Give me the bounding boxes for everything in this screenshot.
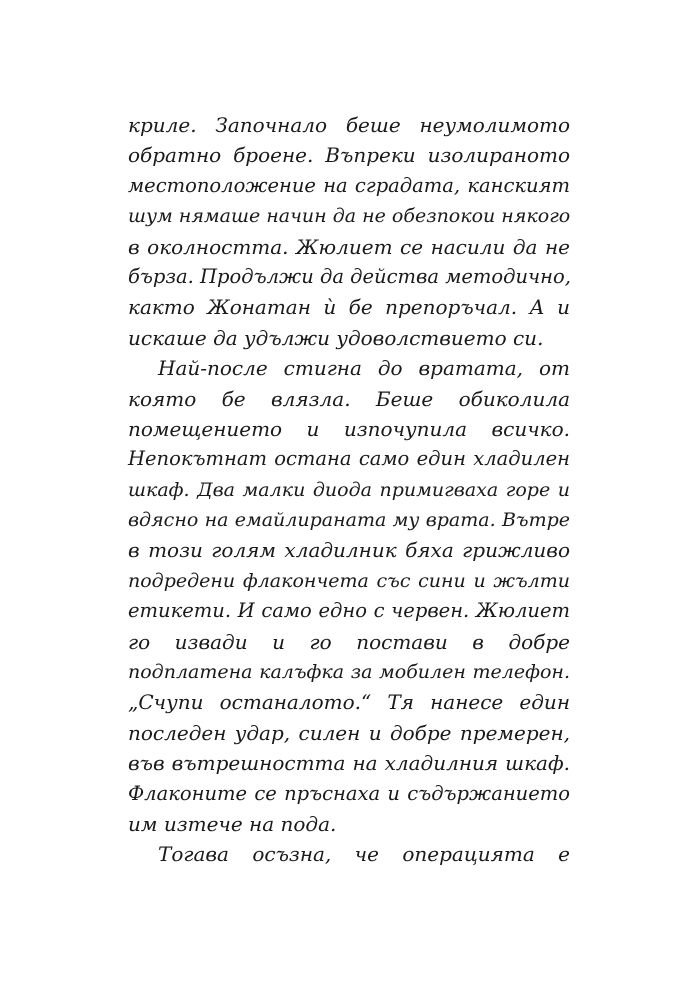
- text-line: както Жонатан ѝ бе препоръчал. А и: [128, 295, 570, 320]
- text-line: етикети. И само едно с червен. Жюлиет: [128, 599, 570, 623]
- text-line: последен удар, силен и добре премерен,: [128, 720, 570, 745]
- body-text: [128, 110, 570, 870]
- text-line: местоположение на сградата, канският: [128, 173, 570, 197]
- text-line: подредени флакончета със сини и жълти: [128, 569, 570, 592]
- text-line: шум нямаше начин да не обезпокои някого: [128, 205, 571, 228]
- paragraph: [128, 110, 570, 353]
- text-line: помещението и изпочупила всичко.: [128, 416, 570, 441]
- text-line: Флаконите се пръснаха и съдържанието: [128, 781, 570, 805]
- text-line: подплатена калъфка за мобилен телефон.: [128, 661, 570, 684]
- text-line: обратно броене. Въпреки изолираното: [128, 143, 570, 168]
- text-line: Непокътнат остана само един хладилен: [128, 447, 570, 471]
- text-line: шкаф. Два малки диода примигваха горе и: [128, 478, 570, 501]
- text-line: Тогава осъзна, че операцията е: [158, 842, 570, 867]
- text-line: в околността. Жюлиет се насили да не: [128, 234, 570, 259]
- text-line: искаше да удължи удоволствието си.: [128, 325, 544, 350]
- paragraph: [128, 353, 570, 839]
- text-line: която бе влязла. Беше обиколила: [128, 386, 570, 411]
- text-line: във вътрешността на хладилния шкаф.: [128, 751, 570, 776]
- text-line: им изтече на пода.: [128, 811, 337, 836]
- text-line: го извади и го постави в добре: [128, 629, 570, 654]
- text-line: „Счупи останалото.“ Тя нанесе един: [128, 690, 570, 715]
- text-line: Най-после стигна до вратата, от: [158, 356, 570, 381]
- text-line: бърза. Продължи да действа методично,: [128, 264, 571, 288]
- text-line: криле. Започнало беше неумолимото: [128, 113, 570, 137]
- paragraph: [128, 839, 570, 869]
- text-line: в този голям хладилник бяха грижливо: [128, 538, 570, 563]
- text-line: вдясно на емайлираната му врата. Вътре: [128, 509, 570, 532]
